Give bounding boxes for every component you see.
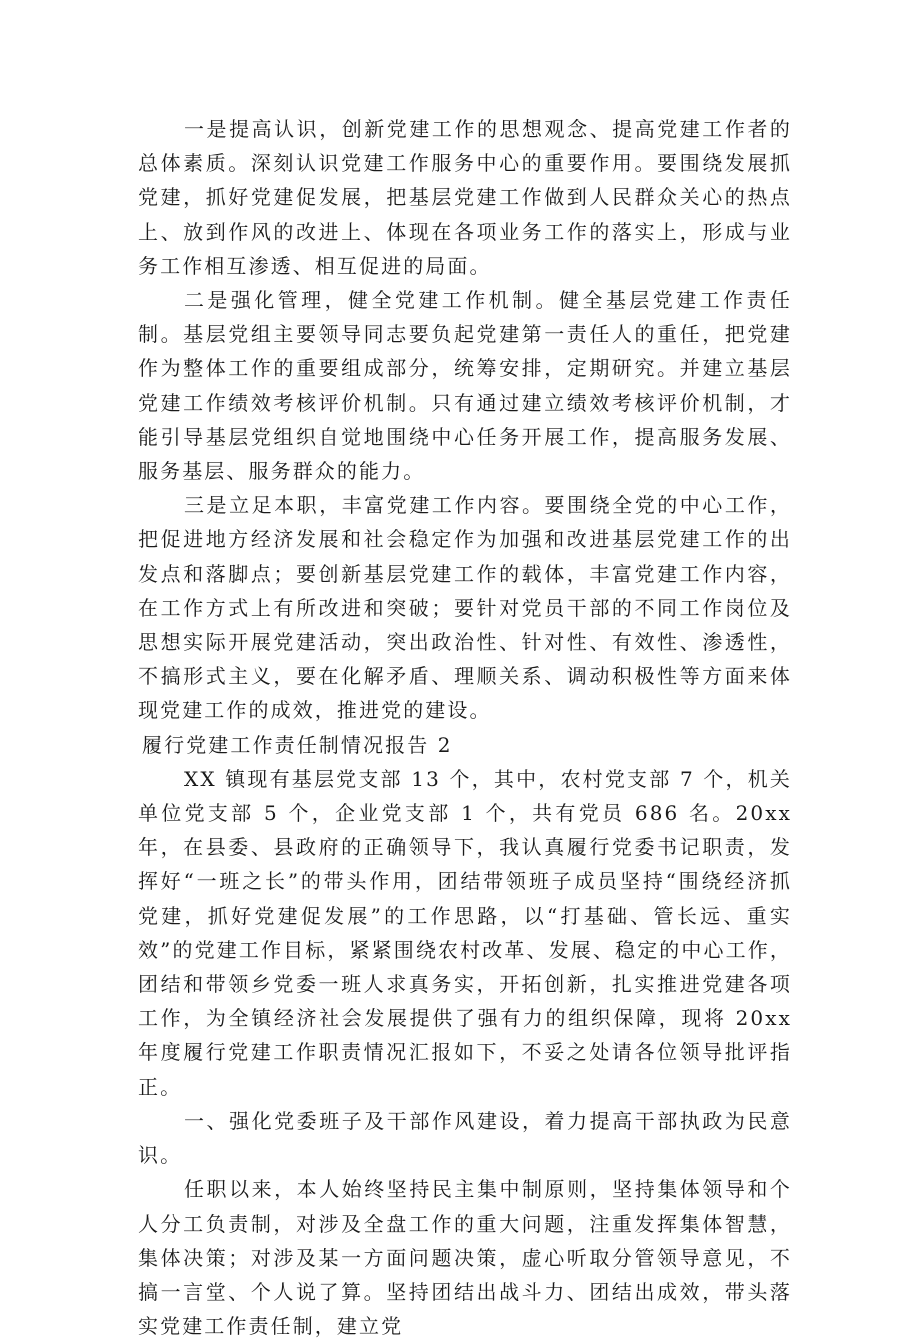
paragraph-town-overview: XX 镇现有基层党支部 13 个，其中，农村党支部 7 个，机关单位党支部 5 个，企业党支部 1 个，共有党员 686 名。20xx 年，在县委、县政府的正确领导下，我认真履行党委书记职责，发挥好“一班之长”的带头作用，团结带领班子成员坚持“围绕经济抓党建，抓好党建促发展”的工作思路，以“打基础、管长远、重实效”的党建工作目标，紧紧围绕农村改革、发展、稳定的中心工作，团结和带领乡党委一班人求真务实，开拓创新，扎实推进党建各项工作，为全镇经济社会发展提供了强有力的组织保障，现将 20xx 年度履行党建工作职责情况汇报如下，不妥之处请各位领导批评指正。 — [138, 766, 792, 1099]
paragraph-subheading-one: 一、强化党委班子及干部作风建设，着力提高干部执政为民意识。 — [138, 1108, 792, 1168]
document-body — [138, 112, 792, 1343]
paragraph-raise-awareness: 一是提高认识，创新党建工作的思想观念、提高党建工作者的总体素质。深刻认识党建工作服务中心的重要作用。要围绕发展抓党建，抓好党建促发展，把基层党建工作做到人民群众关心的热点上、放到作风的改进上、体现在各项业务工作的落实上，形成与业务工作相互渗透、相互促进的局面。 — [138, 117, 792, 278]
paragraph-enrich-content: 三是立足本职，丰富党建工作内容。要围绕全党的中心工作，把促进地方经济发展和社会稳定作为加强和改进基层党建工作的出发点和落脚点；要创新基层党建工作的载体，丰富党建工作内容，在工作方式上有所改进和突破；要针对党员干部的不同工作岗位及思想实际开展党建活动，突出政治性、针对性、有效性、渗透性，不搞形式主义，要在化解矛盾、理顺关系、调动积极性等方面来体现党建工作的成效，推进党的建设。 — [138, 493, 792, 723]
paragraph-strengthen-management: 二是强化管理，健全党建工作机制。健全基层党建工作责任制。基层党组主要领导同志要负起党建第一责任人的重任，把党建作为整体工作的重要组成部分，统筹安排，定期研究。并建立基层党建工作绩效考核评价机制。只有通过建立绩效考核评价机制，才能引导基层党组织自觉地围绕中心任务开展工作，提高服务发展、服务基层、服务群众的能力。 — [138, 288, 792, 484]
paragraph-since-appointment: 任职以来，本人始终坚持民主集中制原则，坚持集体领导和个人分工负责制，对涉及全盘工作的重大问题，注重发挥集体智慧，集体决策；对涉及某一方面问题决策，虚心听取分管领导意见，不搞一言堂、个人说了算。坚持团结出战斗力、团结出成效，带头落实党建工作责任制，建立党 — [138, 1177, 792, 1339]
section-title: 履行党建工作责任制情况报告 2 — [142, 732, 453, 757]
